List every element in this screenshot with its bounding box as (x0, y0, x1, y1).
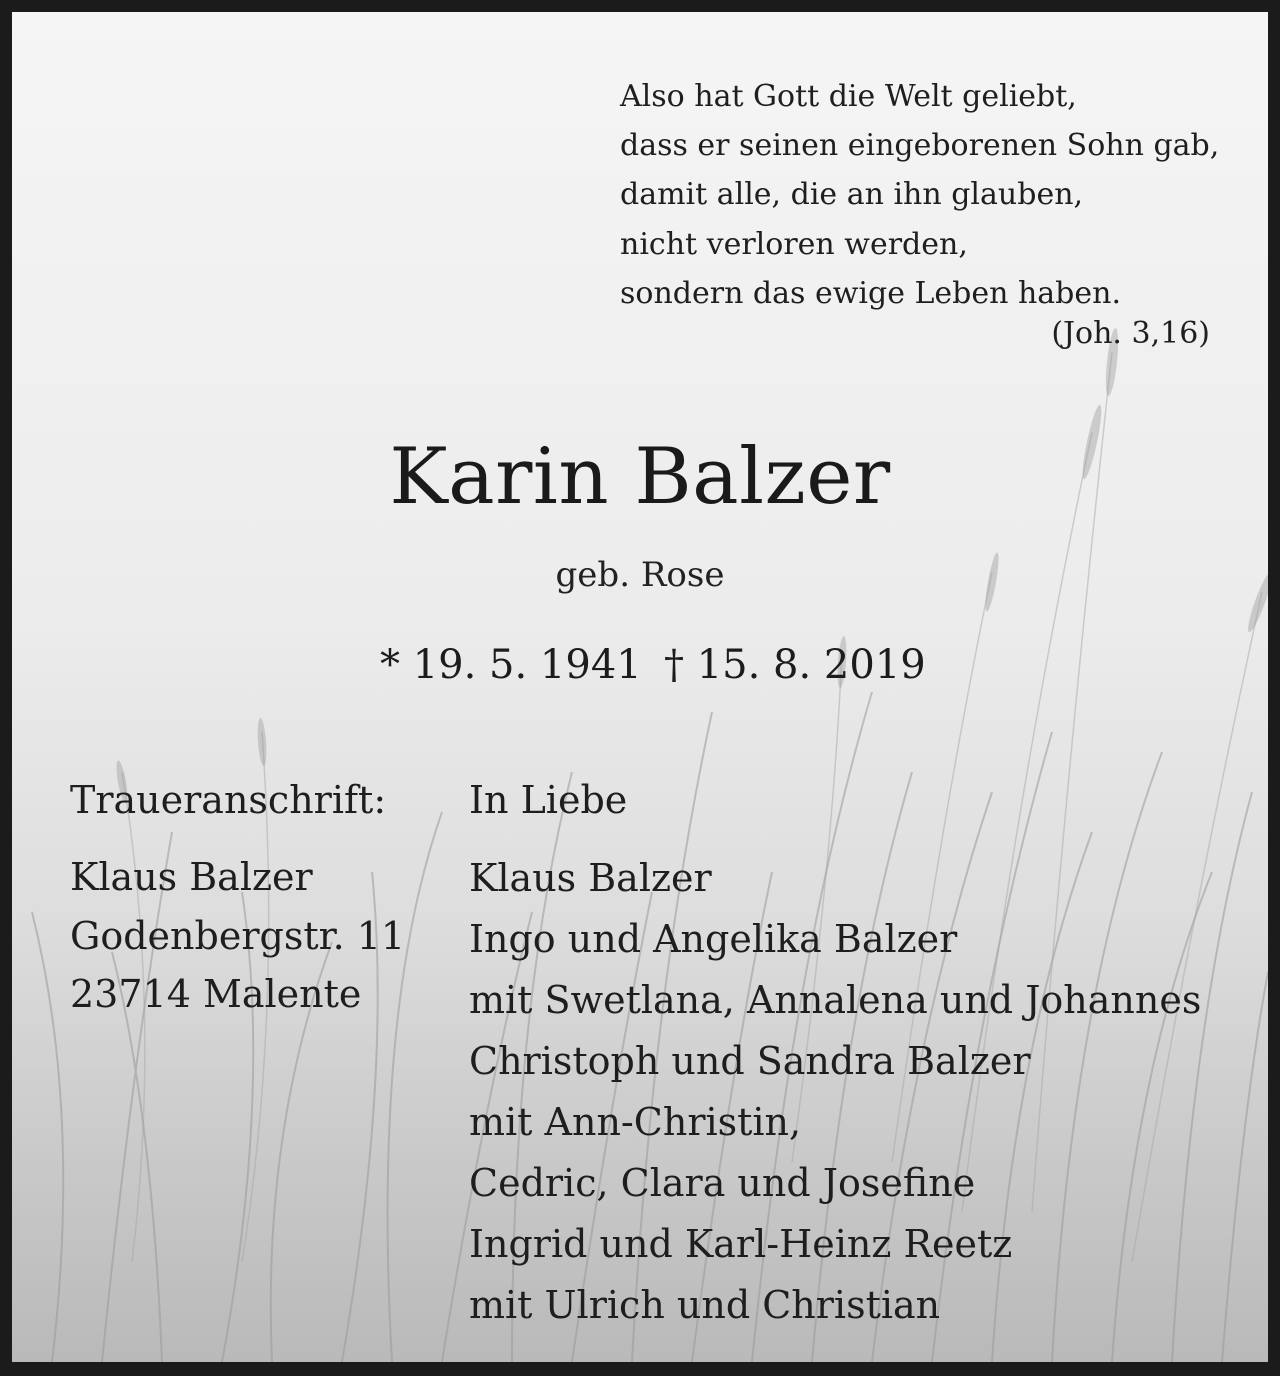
deceased-name: Karin Balzer (389, 432, 891, 522)
signatory-line: mit Swetlana, Annalena und Johannes (469, 978, 1202, 1022)
address-line: Godenbergstr. 11 (70, 913, 406, 958)
signatory-line: Cedric, Clara und Josefine (469, 1161, 976, 1205)
verse-reference: (Joh. 3,16) (1051, 316, 1210, 351)
signatory-line: mit Ulrich und Christian (469, 1283, 941, 1327)
verse-line: Also hat Gott die Welt geliebt, (620, 79, 1077, 114)
mourning-address (70, 848, 405, 1024)
signatory-line: Christoph und Sandra Balzer (469, 1039, 1031, 1083)
death-date: † 15. 8. 2019 (664, 642, 926, 688)
signatory-line: Klaus Balzer (469, 856, 712, 900)
signatory-line: Ingo und Angelika Balzer (469, 917, 958, 961)
signatories-list (469, 848, 1201, 1336)
birth-date: * 19. 5. 1941 (380, 642, 642, 688)
verse-line: dass er seinen eingeborenen Sohn gab, (620, 128, 1220, 164)
signatories-intro: In Liebe (469, 778, 628, 822)
signatory-line: Ingrid und Karl-Heinz Reetz (469, 1222, 1013, 1266)
verse-line: nicht verloren werden, (620, 226, 968, 262)
bible-verse (620, 72, 1219, 318)
maiden-name: geb. Rose (555, 555, 725, 595)
verse-line: damit alle, die an ihn glauben, (620, 177, 1084, 213)
address-line: 23714 Malente (70, 972, 362, 1016)
address-line: Klaus Balzer (70, 855, 313, 899)
mourning-address-label: Traueranschrift: (70, 778, 387, 822)
verse-line: sondern das ewige Leben haben. (620, 275, 1121, 311)
signatory-line: mit Ann-Christin, (469, 1100, 802, 1144)
